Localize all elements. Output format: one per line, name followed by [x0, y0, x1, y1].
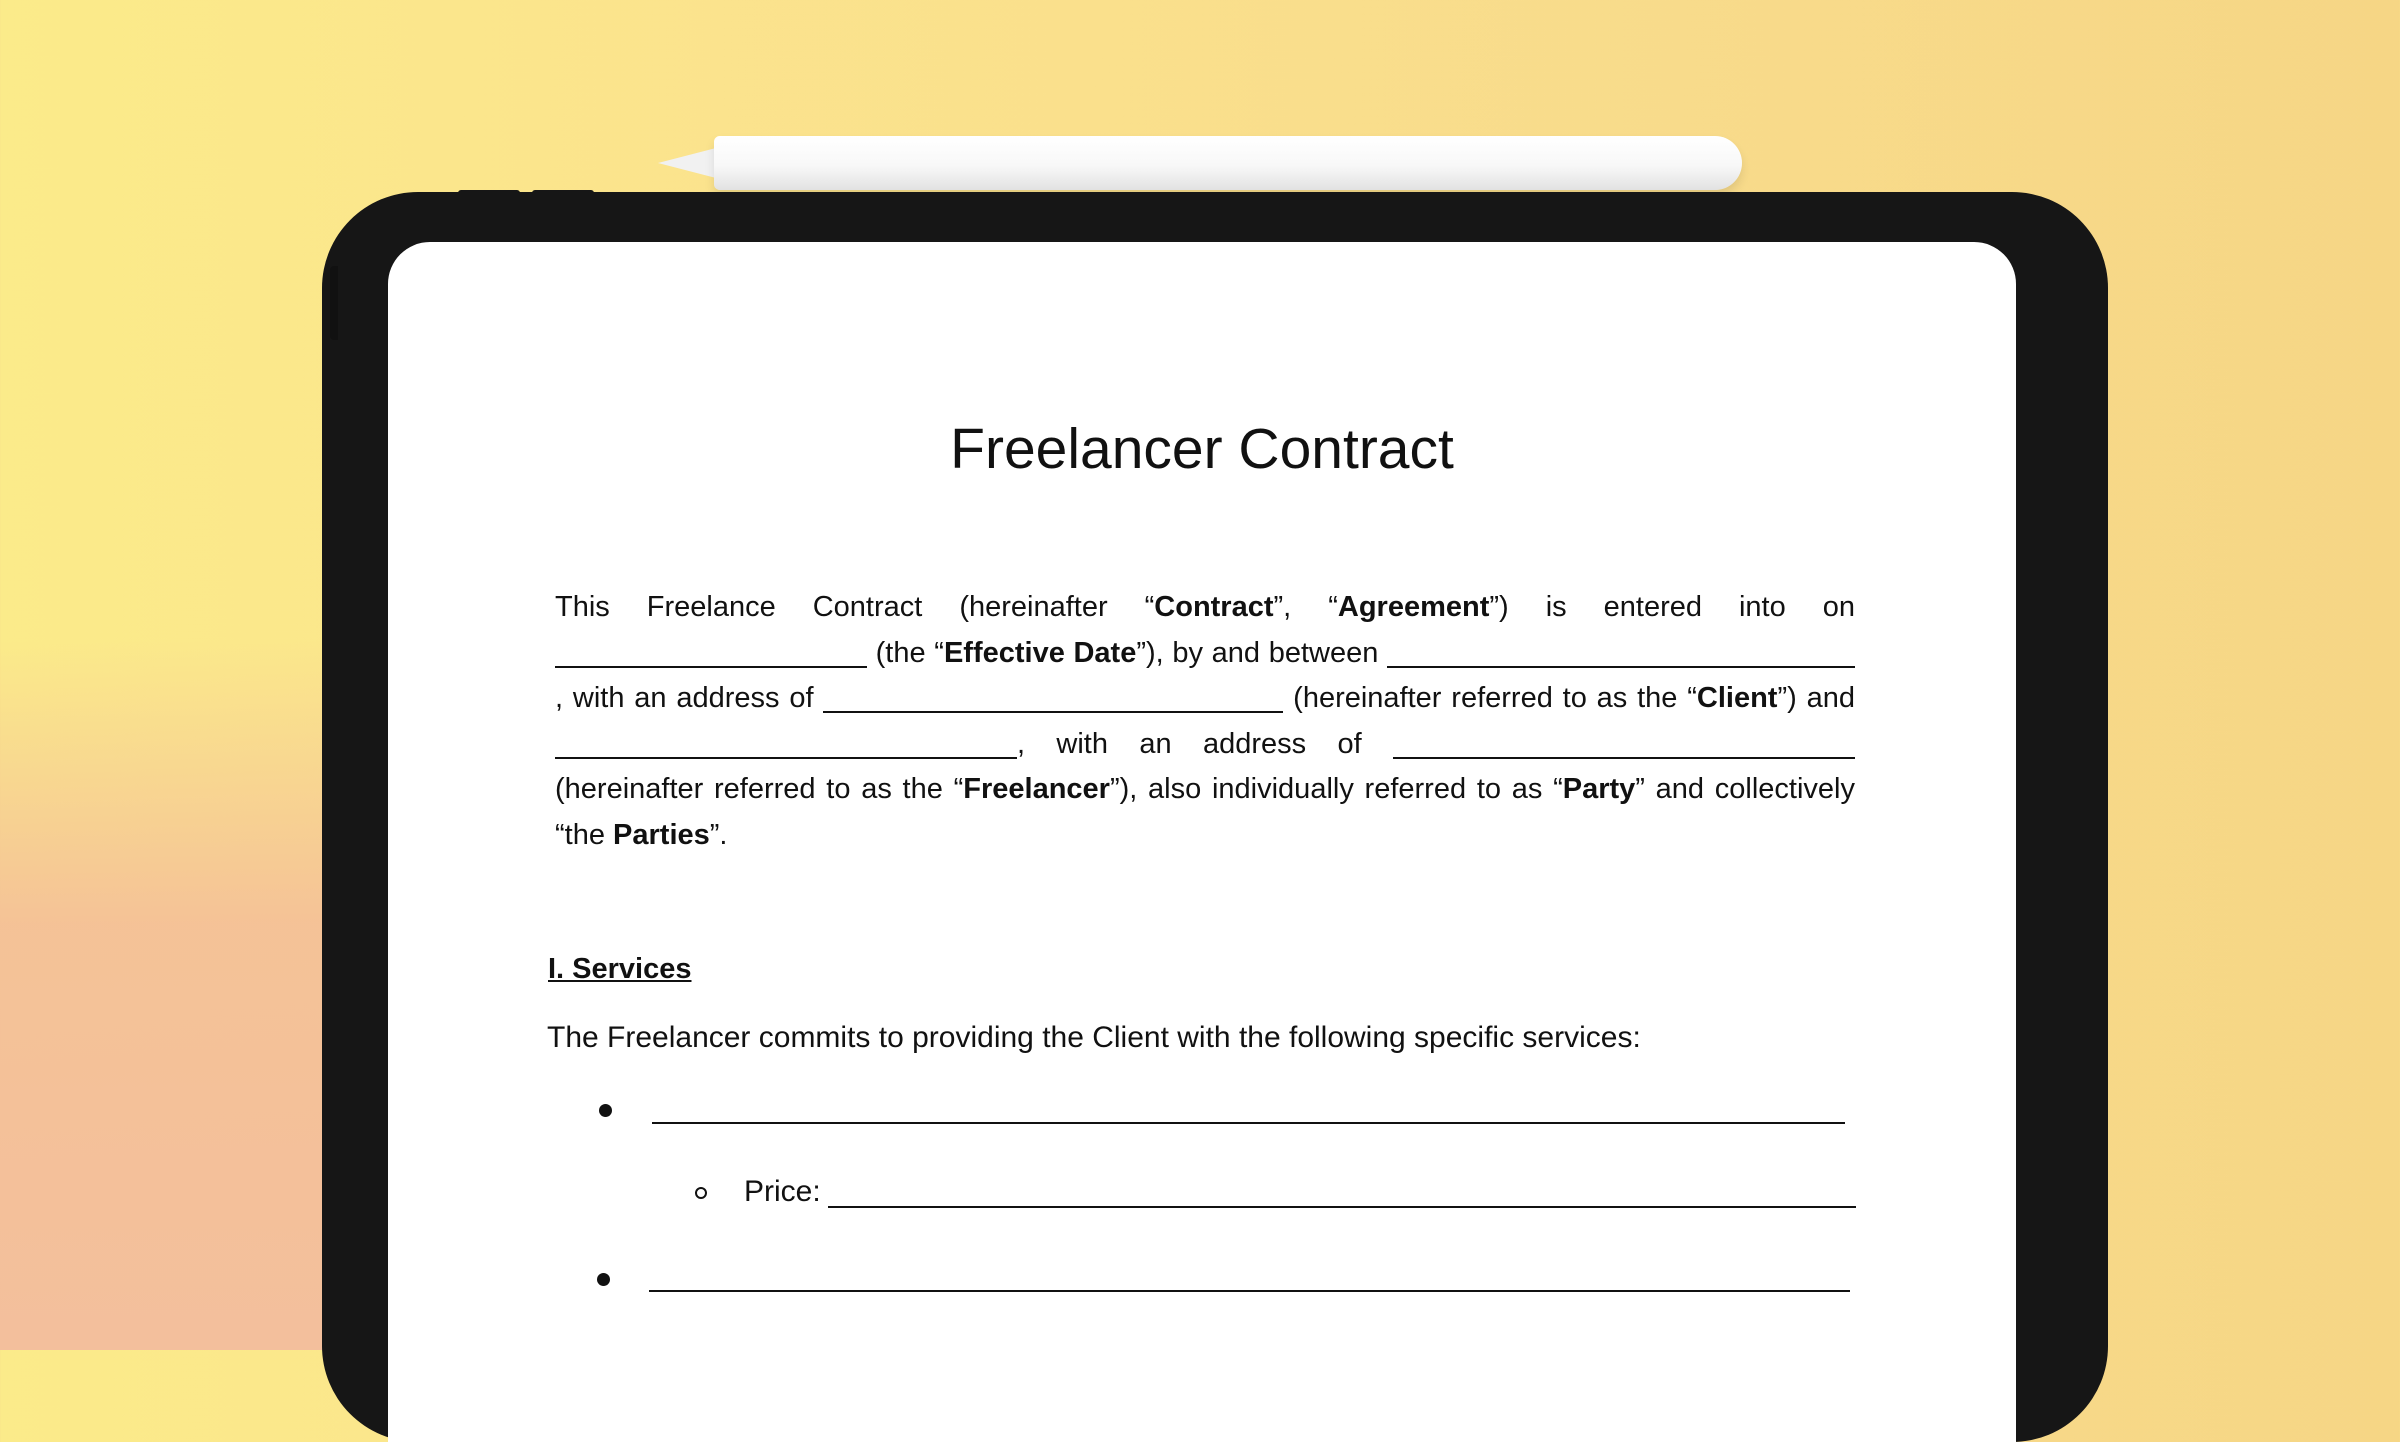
section-heading-services: I. Services [548, 953, 692, 985]
term-client: Client [1696, 682, 1778, 715]
stylus-pencil [658, 136, 1742, 190]
term-agreement: Agreement [1337, 591, 1490, 623]
power-button [330, 266, 338, 340]
paragraph-text: ” and collectively “the [555, 773, 1855, 851]
effective-date-blank[interactable] [555, 634, 867, 668]
paragraph-text: , with an address of [1017, 727, 1393, 760]
stylus-tip [658, 148, 716, 178]
paragraph-text: (hereinafter referred to as the “ [1283, 682, 1697, 715]
client-name-blank[interactable] [1387, 634, 1855, 668]
term-freelancer: Freelancer [963, 773, 1110, 806]
services-intro-text: The Freelancer commits to providing the Client with the following specific services: [547, 1021, 1641, 1054]
paragraph-text: This Freelance Contract (hereinafter “ [555, 591, 1155, 623]
sub-bullet-point [695, 1187, 707, 1199]
volume-up-button [458, 190, 520, 196]
contract-document [388, 242, 2016, 1442]
paragraph-text: ”) and [1777, 682, 1855, 715]
volume-down-button [532, 190, 594, 196]
term-party: Party [1562, 773, 1636, 806]
service-2-blank[interactable] [649, 1290, 1850, 1292]
paragraph-text: , with an address of [555, 682, 824, 715]
service-1-blank[interactable] [652, 1122, 1845, 1124]
contract-intro-paragraph [555, 585, 1855, 859]
term-parties: Parties [613, 818, 710, 851]
tablet-screen [388, 242, 2016, 1442]
price-label: Price: [744, 1175, 821, 1208]
paragraph-text: ”), also individually referred to as “ [1109, 773, 1563, 806]
paragraph-text: ”. [709, 818, 728, 851]
stylus-body [714, 136, 1742, 190]
document-title: Freelancer Contract [950, 417, 1454, 481]
freelancer-address-blank[interactable] [1393, 725, 1855, 759]
paragraph-text: (hereinafter referred to as the “ [555, 773, 964, 806]
paragraph-text: ”, “ [1273, 591, 1338, 623]
service-1-price-blank[interactable] [828, 1206, 1856, 1208]
term-effective-date: Effective Date [943, 636, 1137, 669]
paragraph-text: (the “ [867, 636, 944, 669]
paragraph-text: ”) is entered into on [1489, 591, 1855, 623]
bullet-point [597, 1273, 610, 1286]
client-address-blank[interactable] [823, 679, 1283, 713]
term-contract: Contract [1154, 591, 1274, 623]
freelancer-name-blank[interactable] [555, 725, 1017, 759]
bullet-point [599, 1104, 612, 1117]
paragraph-text: ”), by and between [1136, 636, 1387, 669]
